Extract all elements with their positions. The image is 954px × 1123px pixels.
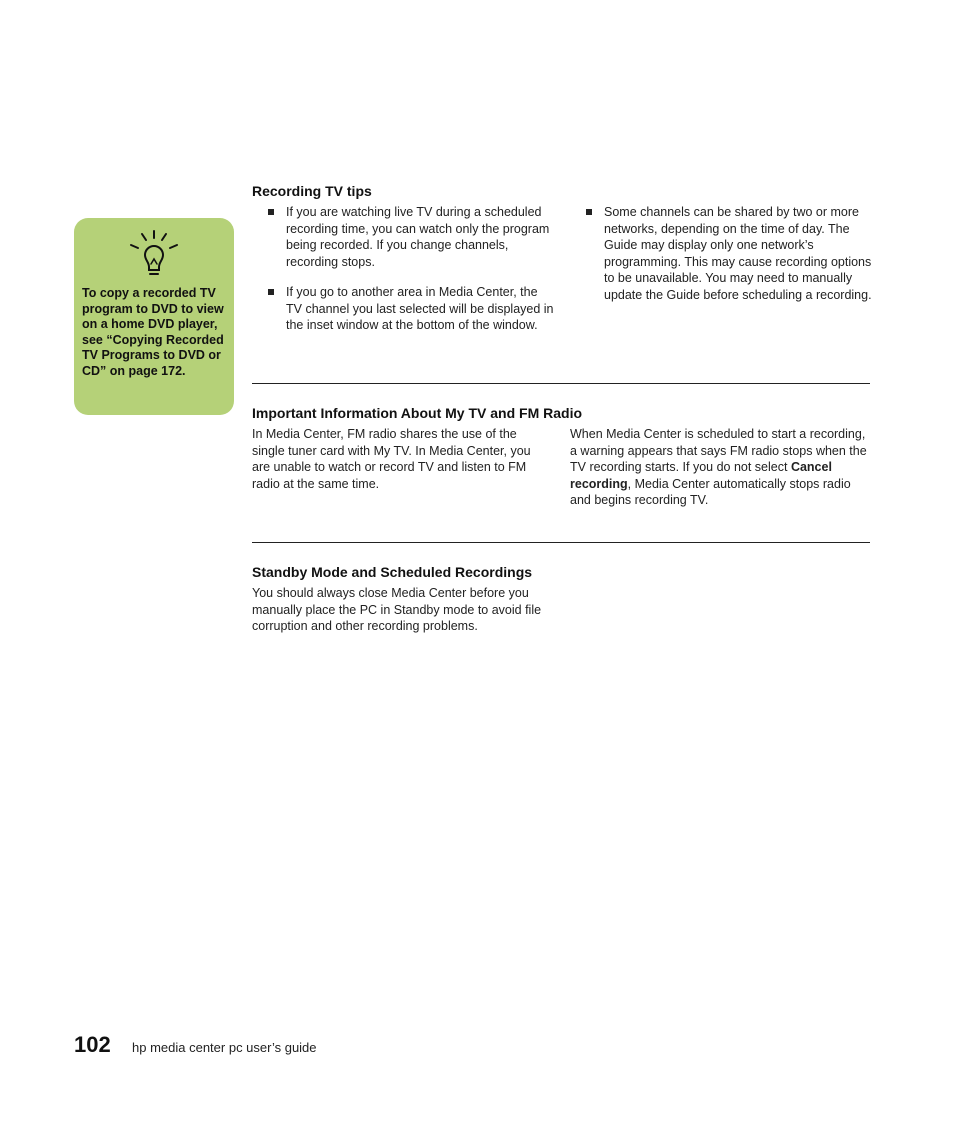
fm-radio-right-paragraph: [570, 426, 870, 509]
paragraph-text: , Media Center automatically stops radio and begins recording TV.: [570, 476, 851, 507]
standby-paragraph: You should always close Media Center before you manually place the PC in Standby mode to avoid file corruption and other recording problems.: [252, 586, 542, 633]
cancel-recording-label: Cancel recording: [570, 460, 832, 491]
section-heading-standby: Standby Mode and Scheduled Recordings: [252, 564, 533, 580]
lightbulb-icon: [128, 228, 180, 283]
bullet-square-icon: [268, 289, 274, 295]
list-item-text: Some channels can be shared by two or more networks, depending on the time of day. The Guide may display only one network’s programming. This may cause recording options to be unavailable. You may need to manually update the Guide before scheduling a recording.: [604, 205, 872, 302]
section-divider: [252, 542, 870, 543]
tip-text: To copy a recorded TV program to DVD to view on a home DVD player, see “Copying Recorded TV Programs to DVD or CD” on page 172.: [82, 286, 224, 378]
bullet-square-icon: [586, 209, 592, 215]
page-number: 102: [74, 1032, 111, 1057]
section-heading-fm-radio: Important Information About My TV and FM Radio: [252, 405, 583, 421]
bullet-square-icon: [268, 209, 274, 215]
footer-title: hp media center pc user’s guide: [132, 1040, 317, 1055]
list-item-text: If you are watching live TV during a scheduled recording time, you can watch only the program being recorded. If you change channels, recording stops.: [286, 205, 550, 269]
section-heading-recording-tips: Recording TV tips: [252, 183, 372, 199]
paragraph-text: When Media Center is scheduled to start a recording, a warning appears that says FM radio stops when the TV recording starts. If you do not select: [570, 427, 867, 474]
section-divider: [252, 383, 870, 384]
fm-radio-left-paragraph: In Media Center, FM radio shares the use of the single tuner card with My TV. In Media Center, you are unable to watch or record TV and listen to FM radio at the same time.: [252, 427, 531, 491]
tip-box: [74, 218, 234, 415]
list-item-text: If you go to another area in Media Center, the TV channel you last selected will be displayed in the inset window at the bottom of the window.: [286, 285, 554, 332]
